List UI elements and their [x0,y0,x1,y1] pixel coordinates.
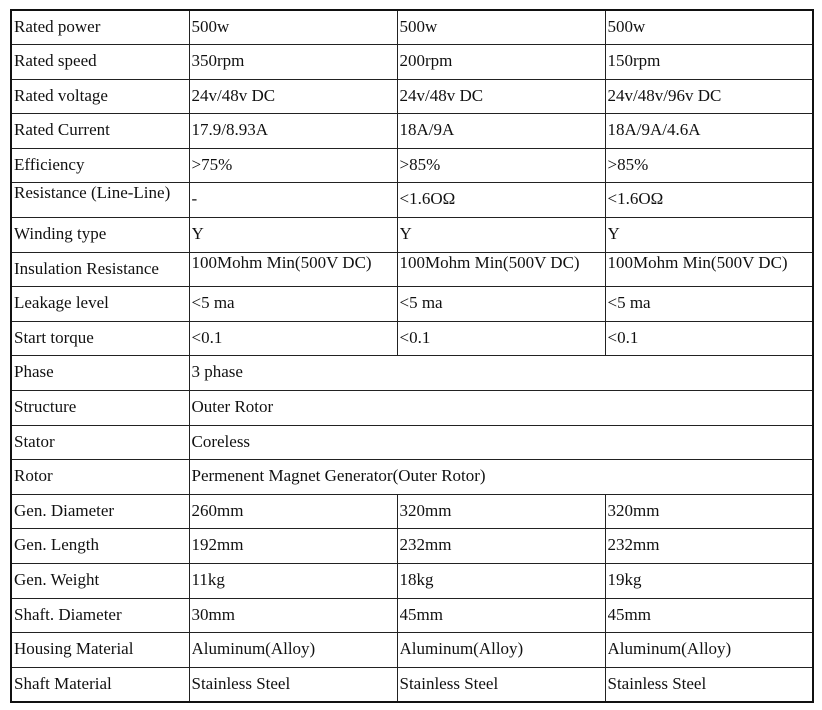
spec-value-cell [189,425,813,460]
spec-value: 200rpm [399,51,453,71]
spec-value-cell [189,148,397,183]
spec-label-cell [11,356,189,391]
spec-value-cell [189,287,397,322]
spec-value: 192mm [191,535,244,555]
spec-value: 45mm [399,604,443,624]
spec-value-cell [189,356,813,391]
spec-value: 3 phase [191,362,243,382]
spec-label: Resistance (Line-Line) [14,183,171,203]
spec-value: 100Mohm Min(500V DC) [191,252,372,272]
spec-label: Rated speed [14,51,97,71]
spec-value-cell [605,633,813,668]
spec-value: 18A/9A/4.6A [607,120,701,140]
table-row [11,598,813,633]
table-row [11,183,813,218]
spec-label: Rated Current [14,120,110,140]
spec-label: Leakage level [14,293,109,313]
spec-value: 24v/48v DC [191,85,276,105]
spec-value-cell [605,218,813,253]
spec-value-cell [397,529,605,564]
spec-value-cell [189,114,397,149]
spec-value-cell [397,321,605,356]
spec-value-cell [189,79,397,114]
spec-value-cell [189,633,397,668]
spec-label: Shaft. Diameter [14,604,122,624]
spec-value-cell [605,321,813,356]
spec-label-cell [11,425,189,460]
spec-value: 18A/9A [399,120,455,140]
spec-value: <0.1 [607,327,639,347]
spec-value: 500w [399,17,438,36]
spec-value: <5 ma [191,293,235,313]
spec-label: Stator [14,431,55,451]
spec-value: 320mm [399,500,452,520]
spec-label: Structure [14,397,77,417]
spec-value-cell [605,183,813,218]
spec-value-cell [605,148,813,183]
spec-value: 232mm [399,535,452,555]
spec-label-cell [11,564,189,599]
spec-label-cell [11,45,189,80]
spec-value: <1.6OΩ [607,189,664,209]
spec-label: Phase [14,362,54,382]
spec-value-cell [189,460,813,495]
spec-value-cell [189,667,397,702]
spec-value-cell [605,252,813,287]
spec-value: Aluminum(Alloy) [607,639,732,659]
spec-value: Y [191,224,204,244]
spec-value: 30mm [191,604,235,624]
spec-value-cell [189,391,813,426]
spec-value: Y [399,224,412,244]
spec-value: Stainless Steel [399,673,499,693]
spec-value: 11kg [191,570,225,589]
spec-value-cell [605,598,813,633]
spec-value: 24v/48v/96v DC [607,85,722,105]
spec-value: Coreless [191,431,251,451]
spec-value-cell [189,564,397,599]
table-row [11,391,813,426]
spec-value: Permenent Magnet Generator(Outer Rotor) [191,466,486,486]
spec-value-cell [189,321,397,356]
spec-value-cell [189,598,397,633]
spec-value-cell [397,114,605,149]
table-row [11,321,813,356]
spec-label-cell [11,114,189,149]
spec-value: Y [607,224,620,244]
spec-value-cell [605,114,813,149]
spec-label: Start torque [14,327,94,347]
spec-label: Housing Material [14,639,134,659]
table-row [11,460,813,495]
spec-value: 500w [191,17,230,36]
spec-value-cell [189,252,397,287]
table-row [11,148,813,183]
spec-label: Gen. Diameter [14,500,115,520]
spec-value: 45mm [607,604,651,624]
table-row [11,287,813,322]
spec-table-body [11,10,813,702]
spec-value-cell [397,148,605,183]
table-row [11,218,813,253]
spec-label-cell [11,183,189,218]
spec-table [10,9,814,703]
spec-value-cell [397,183,605,218]
spec-label: Rated power [14,17,101,36]
spec-value-cell [397,564,605,599]
spec-value-cell [189,218,397,253]
spec-label: Rotor [14,466,53,486]
spec-value: <1.6OΩ [399,189,456,209]
spec-value: 17.9/8.93A [191,120,268,140]
spec-value: >85% [399,154,441,174]
spec-label: Gen. Length [14,535,99,555]
table-row [11,356,813,391]
table-row [11,425,813,460]
spec-value-cell [189,10,397,45]
spec-value-cell [397,633,605,668]
table-row [11,114,813,149]
spec-value: Aluminum(Alloy) [191,639,316,659]
table-row [11,529,813,564]
spec-label: Rated voltage [14,85,108,105]
spec-value: - [191,189,198,209]
spec-value-cell [605,494,813,529]
spec-value-cell [397,45,605,80]
spec-label-cell [11,667,189,702]
spec-value: Stainless Steel [607,673,707,693]
spec-label-cell [11,148,189,183]
spec-value: 260mm [191,500,244,520]
spec-label: Insulation Resistance [14,258,159,278]
spec-value: <5 ma [399,293,443,313]
spec-value-cell [605,45,813,80]
spec-label-cell [11,252,189,287]
spec-value-cell [189,183,397,218]
spec-value-cell [189,45,397,80]
spec-label-cell [11,79,189,114]
spec-value: 320mm [607,500,660,520]
spec-value: 232mm [607,535,660,555]
table-row [11,494,813,529]
spec-label-cell [11,287,189,322]
spec-value-cell [397,494,605,529]
spec-label: Winding type [14,224,107,244]
spec-label: Efficiency [14,154,85,174]
spec-value-cell [605,287,813,322]
spec-value-cell [397,10,605,45]
table-row [11,667,813,702]
spec-value-cell [397,79,605,114]
table-row [11,45,813,80]
table-row [11,564,813,599]
spec-value: 100Mohm Min(500V DC) [399,252,580,272]
spec-value-cell [397,598,605,633]
spec-value-cell [605,667,813,702]
spec-label-cell [11,321,189,356]
spec-label-cell [11,529,189,564]
spec-value: 100Mohm Min(500V DC) [607,252,788,272]
spec-value: >85% [607,154,649,174]
spec-value: 19kg [607,570,642,589]
spec-value-cell [397,667,605,702]
spec-value-cell [397,287,605,322]
spec-value-cell [605,564,813,599]
spec-label-cell [11,391,189,426]
spec-label-cell [11,494,189,529]
spec-value-cell [397,252,605,287]
spec-label-cell [11,10,189,45]
spec-value-cell [605,79,813,114]
spec-label-cell [11,598,189,633]
spec-value: >75% [191,154,233,174]
table-row [11,633,813,668]
spec-label-cell [11,633,189,668]
table-row [11,10,813,45]
spec-value: Aluminum(Alloy) [399,639,524,659]
spec-value-cell [189,494,397,529]
spec-value: Stainless Steel [191,673,291,693]
spec-label-cell [11,460,189,495]
table-row [11,252,813,287]
spec-value: 500w [607,17,646,36]
spec-value: 24v/48v DC [399,85,484,105]
spec-value: Outer Rotor [191,397,274,417]
spec-value-cell [189,529,397,564]
spec-value: 150rpm [607,51,661,71]
spec-value: <0.1 [399,327,431,347]
spec-value: 18kg [399,570,434,589]
spec-value: 350rpm [191,51,245,71]
spec-value: <0.1 [191,327,223,347]
spec-value-cell [397,218,605,253]
spec-value: <5 ma [607,293,651,313]
spec-label: Gen. Weight [14,570,100,589]
spec-value-cell [605,529,813,564]
table-row [11,79,813,114]
spec-label-cell [11,218,189,253]
spec-label: Shaft Material [14,673,112,693]
spec-value-cell [605,10,813,45]
